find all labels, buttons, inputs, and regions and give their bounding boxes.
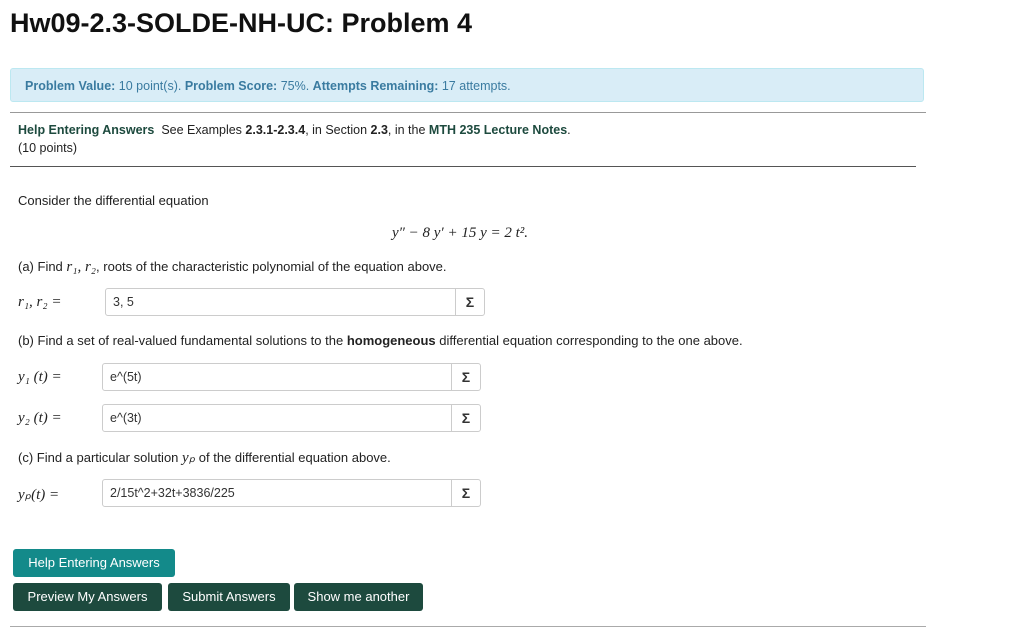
value: 10 point(s).: [118, 79, 182, 93]
var: r₁, r₂: [66, 259, 97, 275]
y1-value: e^(5t): [110, 370, 142, 384]
y2-label: y₂ (t) =: [18, 410, 62, 426]
score-label: Problem Score:: [184, 79, 278, 93]
var: yₚ: [182, 450, 196, 466]
points: (10 points): [18, 141, 78, 155]
part-c-text: [18, 448, 391, 467]
divider: [10, 112, 926, 113]
roots-value: 3, 5: [113, 295, 134, 309]
text: (a) Find: [18, 259, 63, 274]
y1-label: y₁ (t) =: [18, 369, 62, 385]
y2-value: e^(3t): [110, 411, 142, 425]
text: differential equation corresponding to the one above.: [439, 333, 743, 348]
equation: y″ − 8 y′ + 15 y = 2 t².: [392, 225, 529, 241]
sigma-icon[interactable]: Σ: [451, 405, 480, 431]
problem-info-banner: [10, 68, 924, 102]
y1-input[interactable]: [102, 363, 481, 391]
roots-input[interactable]: [105, 288, 485, 316]
part-a-text: [18, 259, 447, 276]
help-line: [18, 123, 571, 137]
sigma-icon[interactable]: Σ: [451, 480, 480, 506]
help-text: , in the: [387, 123, 426, 137]
help-text: See Examples: [161, 123, 242, 137]
sigma-icon[interactable]: Σ: [451, 364, 480, 390]
divider: [10, 166, 916, 167]
value-label: Problem Value:: [25, 79, 116, 93]
attempts: 17 attempts.: [441, 79, 511, 93]
submit-answers-button[interactable]: Submit Answers: [168, 583, 290, 611]
yp-label: yₚ(t) =: [18, 487, 60, 503]
help-entering-answers-link[interactable]: Help Entering Answers: [18, 123, 155, 137]
divider: [10, 626, 926, 627]
preview-answers-button[interactable]: Preview My Answers: [13, 583, 162, 611]
section-ref: 2.3: [370, 123, 388, 137]
help-text: , in Section: [305, 123, 368, 137]
attempts-label: Attempts Remaining:: [312, 79, 439, 93]
roots-label: r₁, r₂ =: [18, 294, 62, 310]
text: (b) Find a set of real-valued fundamental solutions to the: [18, 333, 344, 348]
lecture-notes-link[interactable]: MTH 235 Lecture Notes: [428, 123, 568, 137]
examples-ref: 2.3.1-2.3.4: [245, 123, 306, 137]
score: 75%.: [280, 79, 310, 93]
help-entering-answers-button[interactable]: Help Entering Answers: [13, 549, 175, 577]
intro-text: Consider the differential equation: [18, 193, 209, 208]
part-b-text: [18, 333, 743, 348]
yp-value: 2/15t^2+32t+3836/225: [110, 486, 235, 500]
text: of the differential equation above.: [198, 450, 391, 465]
text: (c) Find a particular solution: [18, 450, 179, 465]
text: , roots of the characteristic polynomial of the equation above.: [96, 259, 447, 274]
y2-input[interactable]: [102, 404, 481, 432]
yp-input[interactable]: [102, 479, 481, 507]
help-text: .: [567, 123, 571, 137]
sigma-icon[interactable]: Σ: [455, 289, 484, 315]
show-another-button[interactable]: Show me another: [294, 583, 423, 611]
page-title: Hw09-2.3-SOLDE-NH-UC: Problem 4: [10, 8, 473, 38]
text: homogeneous: [346, 333, 436, 348]
